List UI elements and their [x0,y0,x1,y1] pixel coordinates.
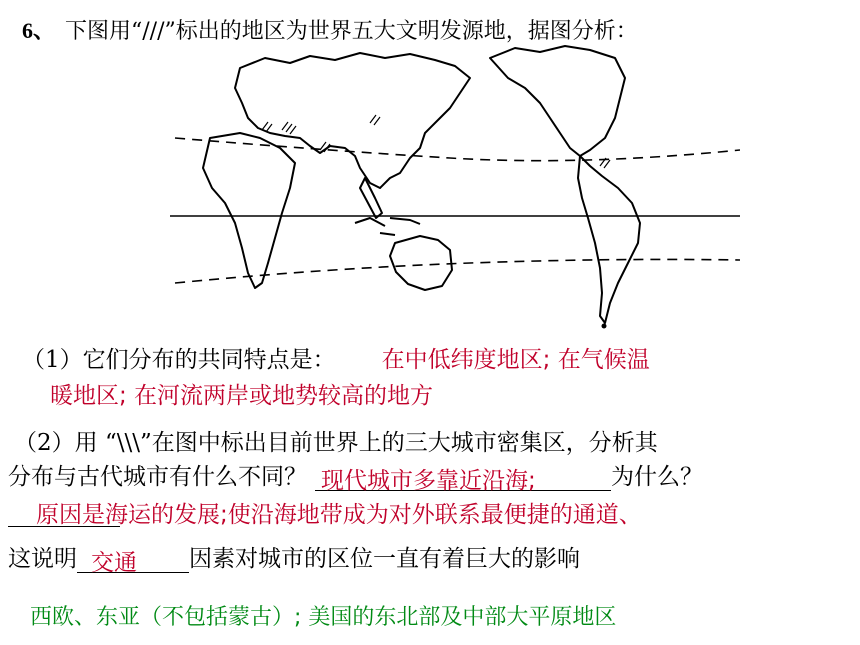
north-america-outline [490,46,625,156]
tropic-of-capricorn [175,259,740,283]
question-number: 6、 [22,18,56,43]
question-text: 下图用“///”标出的地区为世界五大文明发源地，据图分析： [65,19,638,44]
world-map [170,38,740,338]
part2-line2 [8,458,703,494]
answer-blank-1 [315,464,611,494]
africa-outline [203,133,295,288]
part1-prompt: （1）它们分布的共同特点是： [22,347,336,373]
part1-answer-line2: 暖地区; 在河流两岸或地势较高的地方 [50,383,434,409]
part2-line4-prefix: 这说明 [8,546,77,572]
part2-line2-suffix: 为什么？ [611,464,703,490]
part2-line4-answer: 交通 [91,550,137,576]
part2-line3-answer: 原因是海运的发展;使沿海地带成为对外联系最便捷的通道、 [36,502,642,528]
part2-line3 [8,500,642,528]
part2-line4 [8,540,580,576]
part1-line1 [22,341,650,374]
extra-answer: 西欧、东亚（不包括蒙古）; 美国的东北部及中部大平原地区 [30,605,617,630]
australia-outline [390,236,452,290]
part2-line2-answer: 现代城市多靠近沿海; [321,468,536,494]
hatch-mesopotamia [282,122,296,134]
answer-blank-3 [77,546,189,576]
tropic-of-cancer [175,138,740,161]
hatch-china [370,115,380,125]
southern-tip-dot [602,324,607,329]
part2-line1: （2）用 “\\\”在图中标出目前世界上的三大城市密集区，分析其 [14,430,658,456]
answer-blank-2 [8,500,642,528]
part2-line4-suffix: 因素对城市的区位一直有着巨大的影响 [189,546,580,572]
south-america-outline [578,156,640,323]
part2-line2-prefix: 分布与古代城市有什么不同？ [8,464,307,490]
eurasia-outline [235,53,470,188]
indonesia-outline [355,218,420,235]
part1-answer-line1: 在中低纬度地区; 在气候温 [381,347,650,373]
